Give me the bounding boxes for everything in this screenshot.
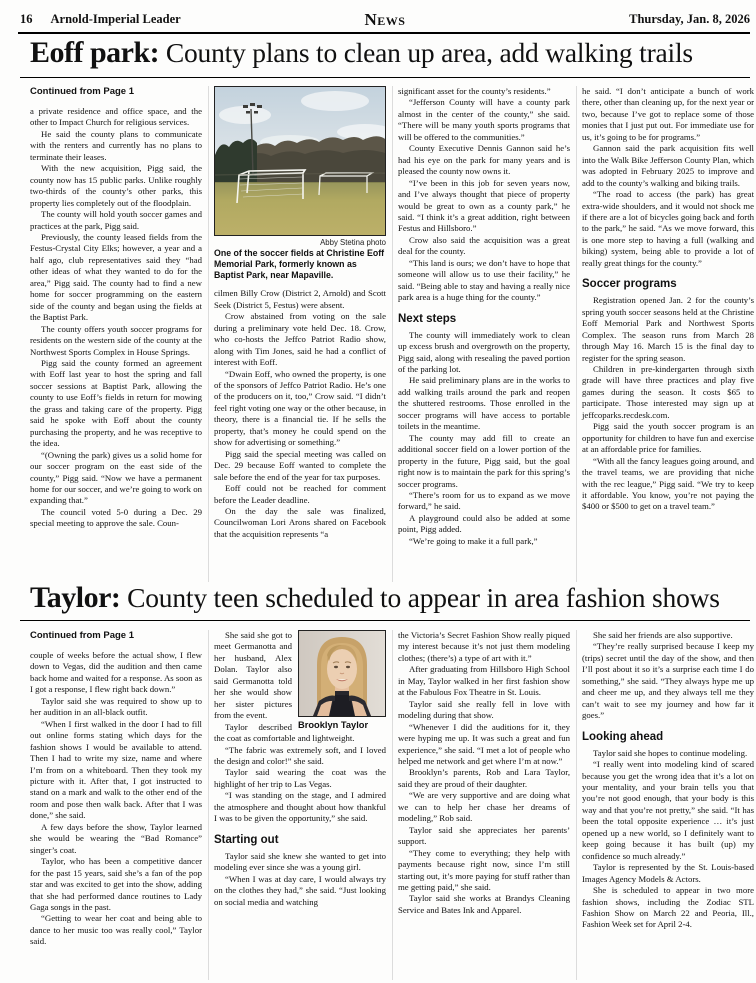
paragraph: She is scheduled to appear in two more fashion shows, including the Zodiac STL Fashion Show on March 22 and Peoria, Ill., Fashion Week set for April 2-4. bbox=[582, 885, 754, 930]
paragraph: Pigg said the youth soccer program is an opportunity for children to have fun and exercise at an affordable price for families. bbox=[582, 421, 754, 455]
paragraph: “Jefferson County will have a county park almost in the center of the county,” she said. “There will be many youth sports programs that will be offered to the communities.” bbox=[398, 97, 570, 142]
paragraph: Taylor is represented by the St. Louis-based Images Agency Models & Actors. bbox=[582, 862, 754, 884]
page-number: 16 bbox=[20, 12, 33, 26]
taylor-column-4 bbox=[582, 630, 754, 980]
section-title: News bbox=[364, 10, 406, 29]
paragraph: She said she got to meet Germanotta and her husband, Alex Dolan. Taylor also said Germanotta told her she would show her sister pictures from the event. bbox=[214, 630, 292, 721]
paragraph: Pigg said the county formed an agreement with Eoff last year to host the spring and fall soccer sessions at Baptist Park, allowing the county to use Eoff’s fields in return for mowing the grass and taking care of the property. Pigg said he spoke with Eoff about the county purchasing the property, and he was receptive to the idea. bbox=[30, 357, 202, 449]
paragraph: Taylor said she appreciates her parents’ support. bbox=[398, 824, 570, 847]
masthead bbox=[20, 12, 750, 30]
paragraph: cilmen Billy Crow (District 2, Arnold) and Scott Seek (District 5, Festus) were absent. bbox=[214, 288, 386, 310]
paragraph: “I was standing on the stage, and I admired the atmosphere and thought about how thankful I was to be given the opportunity,” she said. bbox=[214, 790, 386, 824]
paragraph: The county will immediately work to clean up excess brush and overgrowth on the property, Pigg said, along with resealing the paved portion of the parking lot. bbox=[398, 329, 570, 374]
paragraph: The county will hold youth soccer games and practices at the park, Pigg said. bbox=[30, 209, 202, 231]
taylor-column-1 bbox=[30, 630, 202, 980]
eoff-headline-divider bbox=[20, 77, 750, 78]
paragraph: “When I was at day care, I would always try on the clothes they had,” she said. “Just looking on social media and watching bbox=[214, 873, 386, 907]
subhead-soccer-programs: Soccer programs bbox=[582, 278, 677, 291]
continued-from-notice: Continued from Page 1 bbox=[30, 630, 134, 641]
paragraph: He said preliminary plans are in the works to add walking trails around the park and reopen the shuttered restrooms. Those enrolled in the soccer programs will have access to portable toilets in the meantime. bbox=[398, 375, 570, 432]
paragraph: the Victoria’s Secret Fashion Show really piqued my interest because it’s not just them modeling clothes; (there’s) a type of art with it.” bbox=[398, 630, 570, 663]
taylor-headline-text: County teen scheduled to appear in area fashion shows bbox=[120, 582, 720, 613]
paragraph: After graduating from Hillsboro High School in May, Taylor walked in her first fashion show at the Fabulous Fox Theatre in St. Louis. bbox=[398, 664, 570, 698]
paragraph: Taylor said she really fell in love with modeling during that show. bbox=[398, 698, 570, 721]
paragraph: With the new acquisition, Pigg said, the county now has 15 public parks. Unlike roughly two-thirds of the county’s other parks, this property lies completely out of the floodplain. bbox=[30, 163, 202, 208]
taylor-headline-divider bbox=[20, 620, 750, 621]
brooklyn-taylor-caption: Brooklyn Taylor bbox=[298, 720, 369, 730]
eoff-column-1 bbox=[30, 86, 202, 582]
paragraph: Brooklyn’s parents, Rob and Lara Taylor, said they are proud of their daughter. bbox=[398, 767, 570, 789]
eoff-article bbox=[30, 86, 754, 582]
paragraph: “This land is ours; we don’t have to hope that someone will allow us to use their facility,” he said. “Being able to stay and having a really nice park area is a huge thing for the county.” bbox=[398, 257, 570, 303]
paragraph: A playground could also be added at some point, Pigg added. bbox=[398, 512, 570, 535]
paragraph: Crow abstained from voting on the sale during a preliminary vote held Dec. 18. Crow, who co-hosts the Jeffco Patriot Radio show, along with Tim Jones, said he had a conflict of interest with Eoff. bbox=[214, 311, 386, 368]
paragraph: A few days before the show, Taylor learned she would be wearing the “Bad Romance” singer’s coat. bbox=[30, 821, 202, 855]
paragraph: “We’re going to make it a full park,” bbox=[409, 535, 538, 546]
paragraph: The county offers youth soccer programs for residents on the western side of the county at the Northwest Sports Complex in House Springs. bbox=[30, 323, 202, 357]
paragraph: “(Owning the park) gives us a solid home for our soccer program on the east side of the county,” Pigg said. “Now we have a permanent home for our soccer, and we’re going to work on expanding that.” bbox=[30, 449, 202, 506]
paragraph: “I’ve been in this job for seven years now, and I’ve always thought that piece of property would be great to own as a county park,” he said. “I think it’s a great addition, right between Festus and Hillsboro.” bbox=[398, 177, 570, 234]
paragraph: couple of weeks before the actual show, I flew down to Vegas, did the audition and then came back home and waited for a response. As soon as I got a response, I flew right back down.” bbox=[30, 650, 202, 695]
subhead-starting-out: Starting out bbox=[214, 833, 279, 846]
paragraph: Registration opened Jan. 2 for the county’s spring youth soccer seasons held at the Christine Eoff Memorial Park and Northwest Sports Complex. The season runs from March 28 through May 16. March 15 is the final day to register for the spring season. bbox=[582, 295, 754, 363]
paragraph: a private residence and office space, and the other to Impact Church for religious services. bbox=[30, 106, 202, 128]
paragraph: Taylor said she was required to show up to her audition in an all-black outfit. bbox=[30, 695, 202, 718]
paragraph: “I really went into modeling kind of scared because you get the wrong idea that it’s a lot on your mentality, and your brain tells you that you’re not good enough, that your body is this way and that you’re not pretty,” she said. “It has been the total opposite experience … it’s just opened up a new world, so I definitely want to keep going because it has built (up) my confidence so much already.” bbox=[582, 759, 754, 861]
subhead-looking-ahead: Looking ahead bbox=[582, 730, 664, 743]
newspaper-name: Arnold-Imperial Leader bbox=[50, 12, 181, 26]
taylor-kicker: Taylor: bbox=[30, 581, 121, 614]
paragraph: “Whenever I did the auditions for it, they were hyping me up. It was such a great and fun experience,” she said. “I met a lot of people who helped me network and get where I’m at now.” bbox=[398, 721, 570, 766]
paragraph: “Dwain Eoff, who owned the property, is one of the sponsors of Jeffco Patriot Radio. He’s one of the producers on it, too,” Crow said. “I didn’t feel right voting one way or the other because, in theory, there is a financial tie. If he sells the property, that’s money he could spend on the show for advertising or something.” bbox=[214, 368, 386, 448]
paragraph: The council voted 5-0 during a Dec. 29 special meeting to approve the sale. Coun- bbox=[30, 506, 202, 529]
paragraph: County Executive Dennis Gannon said he’s had his eye on the park for many years and is pleased the county now owns it. bbox=[398, 143, 570, 177]
taylor-headline bbox=[30, 581, 720, 615]
eoff-column-2 bbox=[214, 86, 386, 582]
paragraph: “We are very supportive and are doing what we can to help her chase her dreams of modeling,” Rob said. bbox=[398, 790, 570, 824]
paragraph: Pigg said the special meeting was called on Dec. 29 because Eoff wanted to complete the sale before the end of the year for tax purposes. bbox=[214, 448, 386, 482]
paragraph: significant asset for the county’s residents.” bbox=[398, 86, 551, 96]
brooklyn-taylor-photo bbox=[298, 630, 386, 717]
eoff-kicker: Eoff park: bbox=[30, 36, 160, 69]
paragraph: Taylor said wearing the coat was the highlight of her trip to Las Vegas. bbox=[214, 767, 386, 789]
paragraph: Taylor described the coat as comfortable and lightweight. bbox=[214, 721, 355, 744]
masthead-divider bbox=[18, 32, 750, 34]
paragraph: “They’re really surprised because I keep my (trips) secret until the day of the show, and then I’ll post about it so it’s a surprise each time I do something,” she said. “They always hype me up and cheer me up, and they always tell me they can’t wait to see my journey and how far it goes.” bbox=[582, 641, 754, 721]
issue-date: Thursday, Jan. 8, 2026 bbox=[629, 12, 750, 26]
taylor-column-3 bbox=[398, 630, 570, 980]
paragraph: Children in pre-kindergarten through sixth grade will have three practices and play five games during the season. It costs $65 to participate. Those interested may sign up at jeffcoparks.recdesk.com. bbox=[582, 363, 754, 420]
photo-credit: Abby Stetina photo bbox=[320, 238, 386, 247]
paragraph: Taylor, who has been a competitive dancer for the past 15 years, said she’s a fan of the pop star and was excited to get into the show, adding that she had performed dance routines to Lady Gaga songs in the past. bbox=[30, 856, 202, 912]
subhead-next-steps: Next steps bbox=[398, 312, 457, 325]
paragraph: “The fabric was extremely soft, and I loved the design and color!” she said. bbox=[214, 744, 386, 766]
paragraph: Crow also said the acquisition was a great deal for the county. bbox=[398, 234, 570, 257]
paragraph: Taylor said she works at Brandys Cleaning Service and Bates Ink and Apparel. bbox=[398, 893, 570, 915]
paragraph: Gannon said the park acquisition fits well into the Walk Bike Jefferson County Plan, which was adopted in February 2025 to improve and add to the county’s walking and biking trails. bbox=[582, 143, 754, 188]
eoff-column-3 bbox=[398, 86, 570, 582]
photo-caption: One of the soccer fields at Christine Eoff Memorial Park, formerly known as Baptist Park, near Mapaville. bbox=[214, 248, 385, 280]
paragraph: Previously, the county leased fields from the Festus-Crystal City Elks; however, a year and a half ago, club representatives said they “had other ideas of what they wanted to do for the area,” Pigg said. The county had to find a new home for soccer programming on the eastern side of the county and began using the fields at the Baptist Park. bbox=[30, 231, 202, 323]
paragraph: he said. “I don’t anticipate a bunch of work there, other than cleaning up, for the next year or two, because I’ve got to replace some of those monies that I just put out. For immediate use for us, it’s going to be for programs.” bbox=[582, 86, 754, 142]
paragraph: “They come to everything; they help with payments because right now, since I’m still starting out, it’s more paying for stuff rather than me getting paid,” she said. bbox=[398, 847, 570, 892]
eoff-column-4 bbox=[582, 86, 754, 582]
paragraph: “Getting to wear her coat and being able to dance to her music too was really cool,” Taylor said. bbox=[30, 913, 202, 947]
paragraph: She said her friends are also supportive. bbox=[593, 630, 733, 640]
paragraph: The county may add fill to create an additional soccer field on a lower portion of the property in the future, Pigg said, but the goal right now is to maintain the park for this spring’s soccer programs. bbox=[398, 432, 570, 489]
paragraph: Eoff could not be reached for comment before the Leader deadline. bbox=[214, 483, 386, 505]
brooklyn-taylor-figure bbox=[298, 630, 386, 730]
taylor-column-2 bbox=[214, 630, 386, 980]
paragraph: Taylor said she knew she wanted to get into modeling ever since she was a young girl. bbox=[214, 850, 386, 873]
paragraph: On the day the sale was finalized, Councilwoman Lori Arons shared on Facebook that the acquisition represents “a bbox=[214, 506, 386, 539]
paragraph: “The road to access (the park) has great extra-wide shoulders, and it would not shock me if there are a lot of bicycles going back and forth to the park,” he said. “As we move forward, this is one more step to having a full (walking and biking) system, being able to provide a lot of really great things for the county.” bbox=[582, 189, 754, 268]
paragraph: “With all the fancy leagues going around, and the travel teams, we are providing that niche with the rec league,” Pigg said. “We try to keep it affordable. You know, you’re not paying the $400 or $500 to get on a travel team.” bbox=[582, 455, 754, 512]
paragraph: He said the county plans to communicate with the renters and currently has no plans to terminate their leases. bbox=[30, 128, 202, 162]
paragraph: “When I first walked in the door I had to fill out online forms stating which days for the fashion shows I would be available to attend. Then I had to write my size, name and where I’m from on a whiteboard. Then they took my picture with it. After that, I got instructed to stand on a mark and walk to the other end of the room and pose then walk back. After that I was done,” she said. bbox=[30, 718, 202, 821]
paragraph: Taylor said she hopes to continue modeling. bbox=[593, 747, 748, 758]
soccer-field-photo bbox=[214, 86, 386, 236]
paragraph: “There’s room for us to expand as we move forward,” he said. bbox=[398, 489, 570, 512]
eoff-headline-text: County plans to clean up area, add walking trails bbox=[159, 37, 693, 68]
soccer-field-figure bbox=[214, 86, 386, 280]
continued-from-notice: Continued from Page 1 bbox=[30, 86, 134, 97]
taylor-article bbox=[30, 630, 754, 980]
eoff-headline bbox=[30, 36, 693, 70]
